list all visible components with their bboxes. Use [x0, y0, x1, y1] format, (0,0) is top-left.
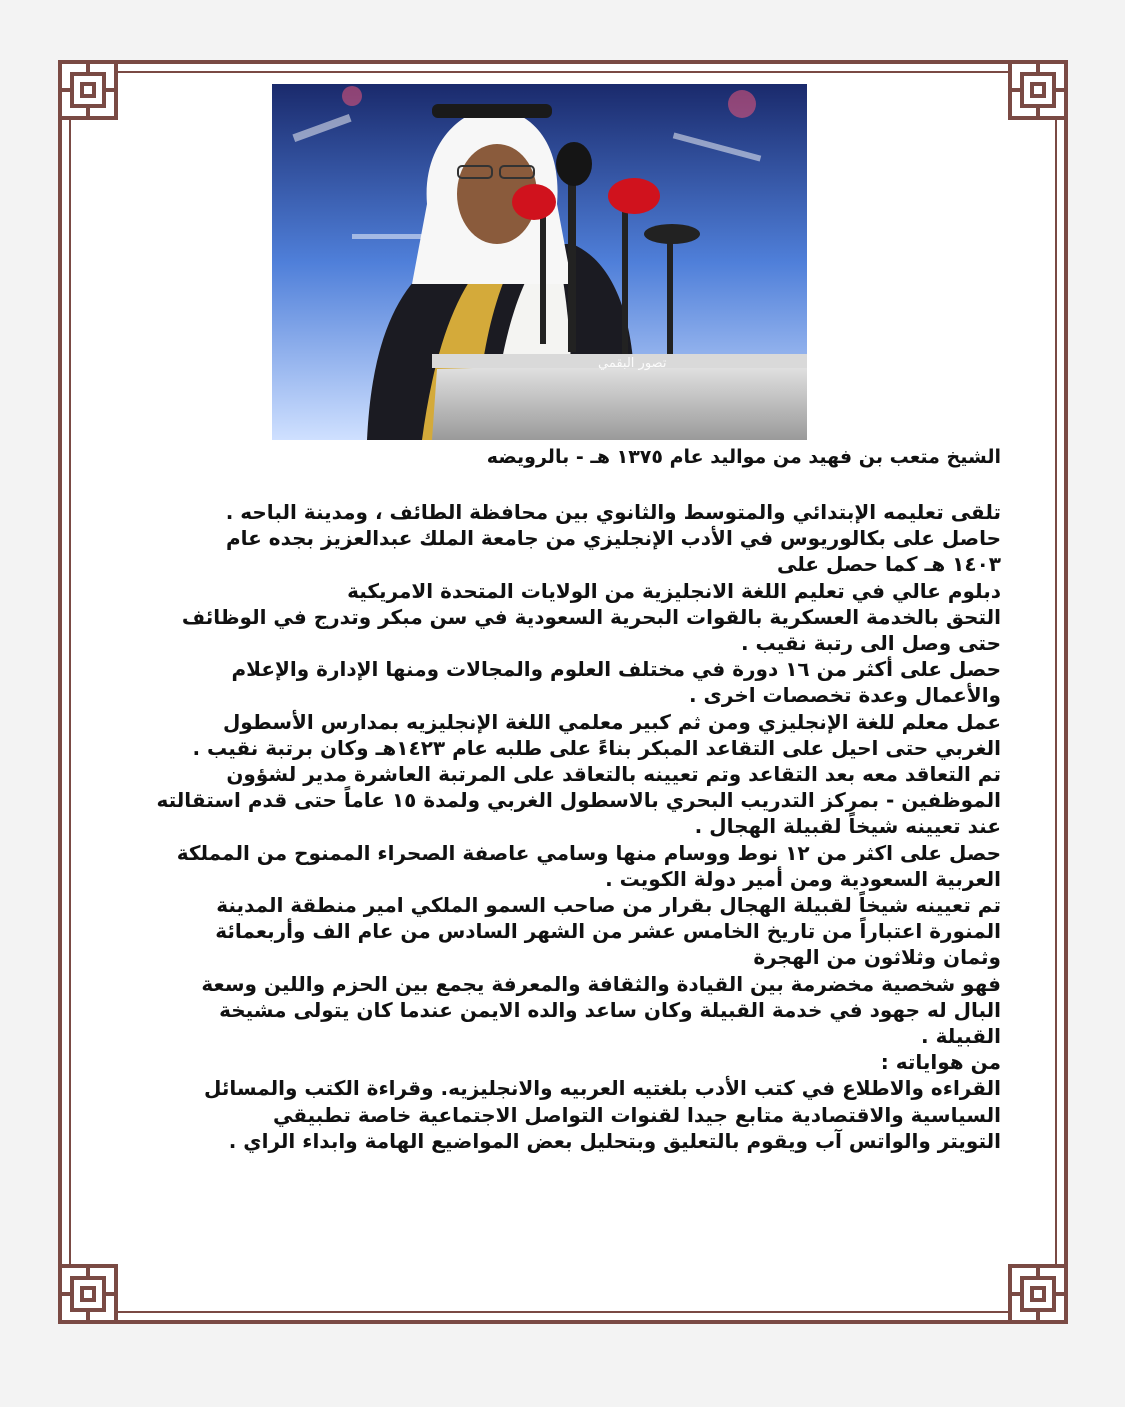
text-line: البال له جهود في خدمة القبيلة وكان ساعد والده الايمن عندما كان يتولى مشيخة — [219, 997, 1001, 1022]
text-line: السياسية والاقتصادية متابع جيدا لقنوات التواصل الاجتماعية خاصة تطبيقي — [272, 1102, 1001, 1127]
text-line: ١٤٠٣ هـ كما حصل على — [777, 552, 1001, 577]
text-line: حصل على اكثر من ١٢ نوط ووسام منها وسامي عاصفة الصحراء الممنوح من المملكة — [176, 840, 1001, 865]
text-line: القبيلة . — [921, 1024, 1001, 1049]
corner-ornament-top-left — [60, 62, 116, 118]
text-line: العربية السعودية ومن أمير دولة الكويت . — [605, 866, 1001, 891]
headline: الشيخ متعب بن فهيد من مواليد عام ١٣٧٥ هـ - بالرويضه — [486, 446, 1001, 468]
text-line: تلقى تعليمه الإبتدائي والمتوسط والثانوي بين محافظة الطائف ، ومدينة الباحه . — [225, 500, 1001, 524]
text-line: وثمان وثلاثون من الهجرة — [753, 945, 1001, 970]
text-line: والأعمال وعدة تخصصات اخرى . — [688, 683, 1001, 708]
text-line: فهو شخصية مخضرمة بين القيادة والثقافة والمعرفة يجمع بين الحزم واللين وسعة — [201, 971, 1001, 996]
text-line: حصل على أكثر من ١٦ دورة في مختلف العلوم والمجالات ومنها الإدارة والإعلام — [231, 657, 1001, 682]
text-line: حاصل على بكالوريوس في الأدب الإنجليزي من جامعة الملك عبدالعزيز بجده عام — [225, 526, 1001, 551]
speaker-at-podium-image — [272, 84, 807, 440]
text-line: دبلوم عالي في تعليم اللغة الانجليزية من الولايات المتحدة الامريكية — [347, 578, 1001, 603]
text-line: الموظفين - بمركز التدريب البحري بالاسطول الغربي ولمدة ١٥ عاماً حتى قدم استقالته — [156, 788, 1001, 813]
text-line: عمل معلم للغة الإنجليزي ومن ثم كبير معلمي اللغة الإنجليزيه بمدارس الأسطول — [222, 709, 1001, 734]
text-line: تم التعاقد معه بعد التقاعد وتم تعيينه بالتعاقد على المرتبة العاشرة مدير لشؤون — [226, 762, 1001, 787]
text-line: حتى وصل الى رتبة نقيب . — [741, 631, 1001, 656]
biography-lines — [98, 499, 1001, 1154]
corner-ornament-top-right — [1010, 62, 1066, 118]
biography-text — [98, 443, 1001, 1154]
photo-watermark: تصور البقمي — [598, 356, 667, 371]
portrait-photo — [272, 84, 807, 440]
text-line: المنورة اعتباراً من تاريخ الخامس عشر من الشهر السادس من عام الف وأربعمائة — [215, 919, 1001, 944]
text-line: تم تعيينه شيخاً لقبيلة الهجال بقرار من صاحب السمو الملكي امير منطقة المدينة — [216, 893, 1001, 918]
text-line: من هواياته : — [880, 1050, 1001, 1075]
text-line: التحق بالخدمة العسكرية بالقوات البحرية السعودية في سن مبكر وتدرج في الوظائف — [181, 604, 1001, 629]
text-line: التويتر والواتس آب ويقوم بالتعليق وبتحليل بعض المواضيع الهامة وابداء الراي . — [228, 1128, 1001, 1153]
corner-ornament-bottom-left — [60, 1266, 116, 1322]
text-line: القراءه والاطلاع في كتب الأدب بلغتيه العربيه والانجليزيه. وقراءة الكتب والمسائل — [203, 1076, 1001, 1101]
corner-ornament-bottom-right — [1010, 1266, 1066, 1322]
text-line: الغربي حتى احيل على التقاعد المبكر بناءً على طلبه عام ١٤٢٣هـ وكان برتبة نقيب . — [192, 735, 1001, 760]
text-line: عند تعيينه شيخاً لقبيلة الهجال . — [694, 814, 1001, 839]
document-frame — [58, 60, 1068, 1324]
